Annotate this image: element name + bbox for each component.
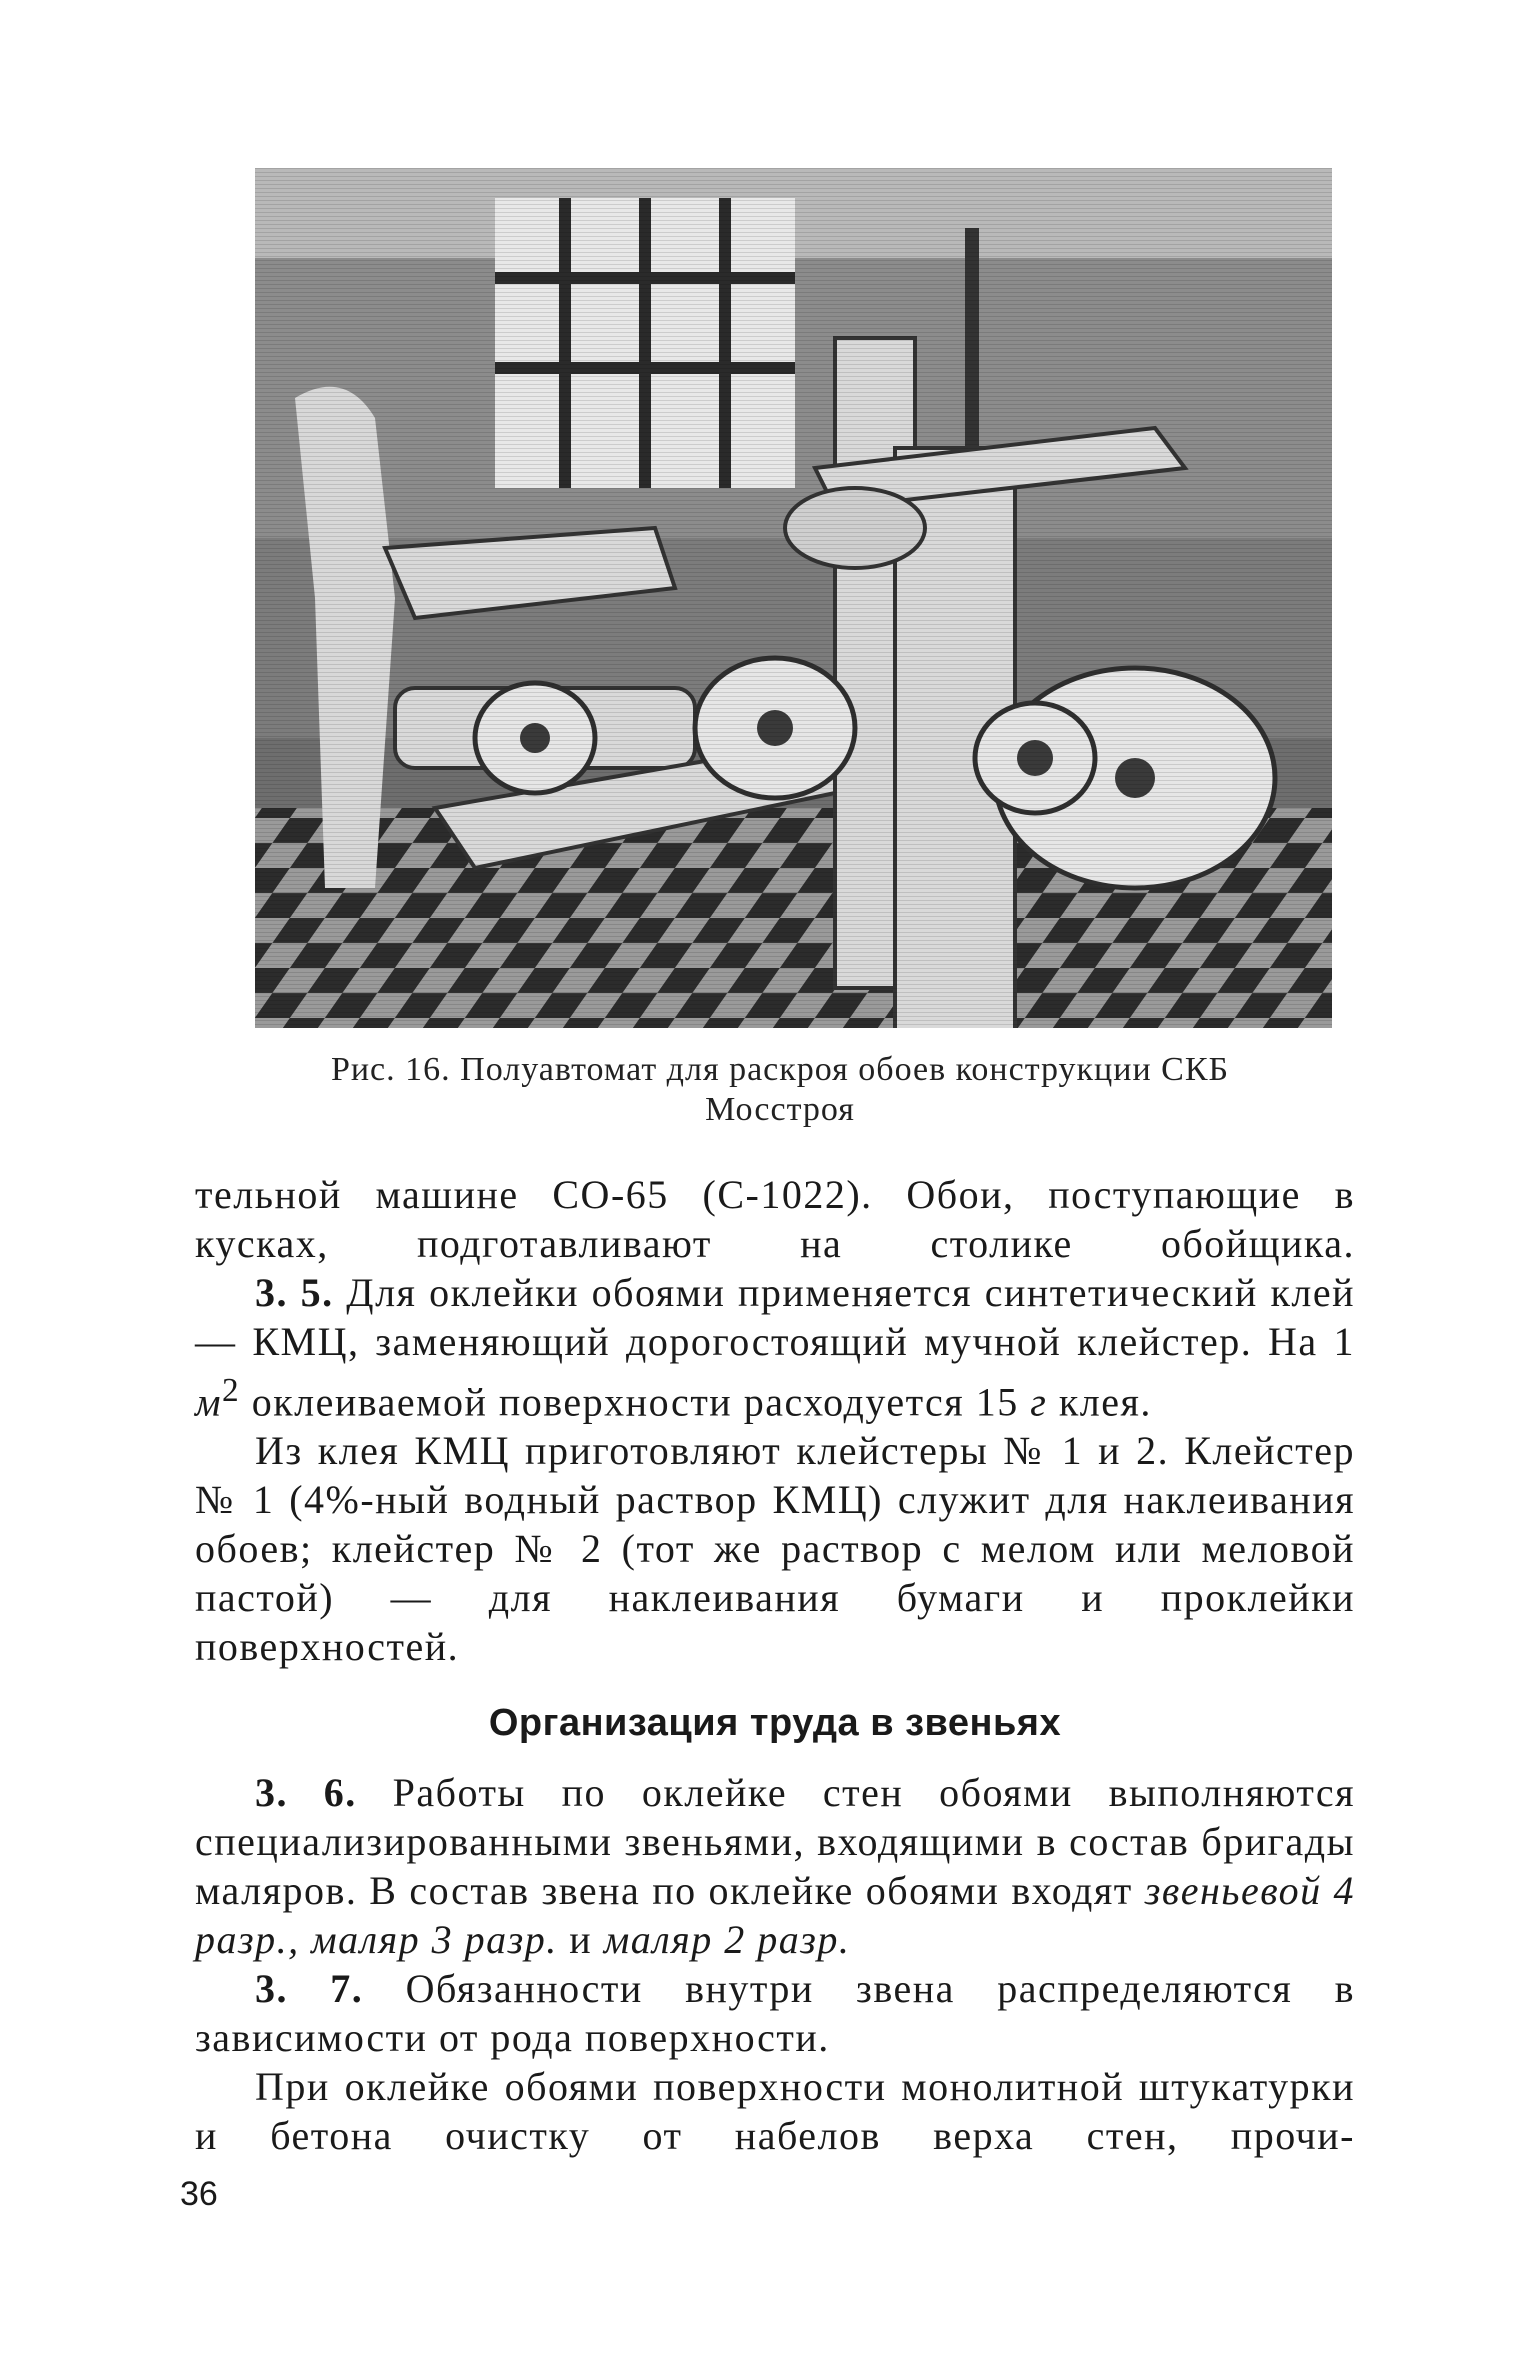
- italic-text: звеньевой 4 разр., маляр 3 разр.: [195, 1868, 1355, 1963]
- paragraph-text: клея.: [1047, 1379, 1152, 1425]
- unit: г: [1030, 1379, 1048, 1425]
- wallpaper-cutting-machine-image: [255, 168, 1332, 1028]
- paragraph-text: Работы по оклейке стен обоями выполняются специализированными звеньями, входящими в состав бригады маляров. В состав звена по оклейке обоями входят: [195, 1770, 1355, 1914]
- section-number: 3. 5.: [255, 1270, 334, 1315]
- paragraph-text: и: [557, 1917, 604, 1963]
- italic-text: маляр 2 разр.: [603, 1917, 851, 1963]
- unit: м: [195, 1379, 223, 1425]
- section-number: 3. 7.: [255, 1966, 364, 2012]
- paragraph-text: Обязанности внутри звена распределяются в зависимости от рода поверхности.: [195, 1966, 1355, 2061]
- section-number: 3. 6.: [255, 1770, 357, 1816]
- paragraph-last: При оклейке обоями поверхности монолитной штукатурки и бетона очистку от набелов верха стен, прочи-: [195, 2064, 1355, 2159]
- paragraph-kmc: Из клея КМЦ приготовляют клейстеры № 1 и 2. Клейстер № 1 (4%-ный водный раствор КМЦ) служит для наклеивания обоев; клейстер № 2 (тот же раствор с мелом или меловой пастой) — для наклеивания бумаги и проклейки поверхностей.: [195, 1428, 1355, 1670]
- paragraph-1: тельной машине СО-65 (С-1022). Обои, поступающие в кусках, подготавливают на столике обойщика.: [195, 1172, 1355, 1266]
- paragraph-3-5: [195, 1268, 1355, 1426]
- caption-line-1: Рис. 16. Полуавтомат для раскроя обоев конструкции СКБ: [330, 1051, 1230, 1088]
- body-text: [195, 1170, 1355, 2160]
- paragraph-text: оклеиваемой поверхности расходуется 15: [240, 1379, 1031, 1425]
- paragraph-3-6: [195, 1768, 1355, 1964]
- paragraph-text: Для оклейки обоями применяется синтетический клей — КМЦ, заменяющий дорогостоящий мучной клейстер. На 1: [195, 1270, 1355, 1364]
- figure-photo: [255, 168, 1332, 1028]
- caption-line-2: Мосстроя: [705, 1091, 855, 1128]
- section-heading: Организация труда в звеньях: [488, 1702, 1062, 1745]
- superscript: 2: [222, 1372, 241, 1409]
- page-number: 36: [180, 2175, 218, 2213]
- paragraph-3-7: [195, 1964, 1355, 2062]
- figure-caption: [230, 1050, 1330, 1130]
